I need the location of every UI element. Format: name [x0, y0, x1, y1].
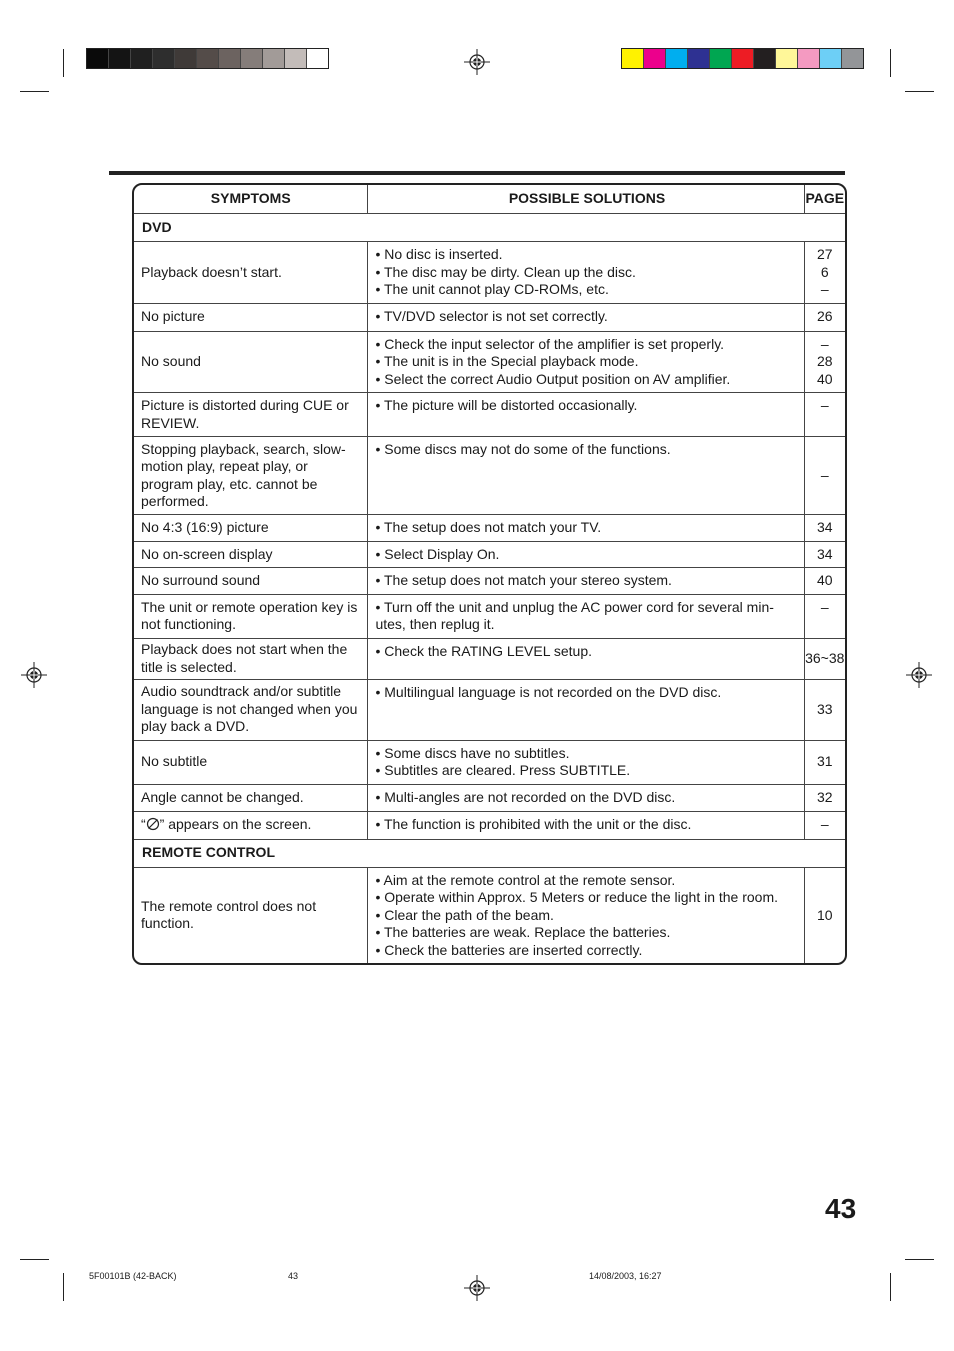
page-cell [804, 784, 845, 811]
table-row [134, 568, 845, 595]
crop-mark [890, 49, 891, 77]
section-title: DVD [134, 214, 845, 242]
solution-line: • Clear the path of the beam. [375, 906, 554, 923]
color-swatch [622, 49, 644, 68]
color-swatch [710, 49, 732, 68]
registration-mark-icon [906, 662, 932, 688]
color-swatch [109, 49, 131, 68]
page-ref: – [820, 466, 829, 483]
solution-line: • Select Display On. [375, 545, 500, 562]
page-ref: – [820, 815, 829, 832]
page-ref: 6 [820, 263, 829, 280]
table-row [134, 303, 845, 331]
page-ref: 26 [816, 307, 833, 324]
table-row [134, 784, 845, 811]
solution-line: • Select the correct Audio Output position on AV amplifier. [375, 370, 731, 387]
solutions-cell [368, 331, 804, 393]
color-swatch [732, 49, 754, 68]
section-row [134, 839, 845, 867]
color-swatch [197, 49, 219, 68]
color-swatch [776, 49, 798, 68]
table-row [134, 541, 845, 568]
solutions-cell [368, 594, 804, 638]
page-cell [804, 331, 845, 393]
solution-line: • The setup does not match your stereo system. [375, 572, 672, 588]
page-cell [804, 740, 845, 784]
page-number: 43 [825, 1193, 857, 1224]
page-ref: 40 [816, 370, 833, 387]
table-row [134, 393, 845, 437]
solutions-cell [368, 393, 804, 437]
color-swatch [87, 49, 109, 68]
symptom-cell: The remote control does not function. [134, 867, 368, 963]
troubleshooting-table [132, 183, 847, 965]
table-body [134, 214, 845, 964]
registration-mark-icon [464, 1275, 490, 1301]
page-cell [804, 679, 845, 740]
color-swatch [131, 49, 153, 68]
table-row [134, 331, 845, 393]
page-ref: 28 [816, 353, 833, 369]
solution-line: • Some discs have no subtitles. [375, 744, 570, 761]
color-swatch [263, 49, 285, 68]
page-ref: – [820, 598, 829, 615]
table-row [134, 679, 845, 740]
solution-line: • Multi-angles are not recorded on the DVD disc. [375, 788, 676, 805]
page-ref: – [820, 335, 829, 352]
header-page: PAGE [804, 185, 845, 214]
crop-mark [20, 1259, 49, 1260]
table-row [134, 594, 845, 638]
symptom-cell: Audio soundtrack and/or subtitle language is not changed when you play back a DVD. [134, 679, 368, 740]
page-cell [804, 594, 845, 638]
solution-line: • Some discs may not do some of the functions. [375, 441, 671, 457]
page-ref: 27 [816, 246, 833, 262]
page-cell [804, 393, 845, 437]
registration-mark-icon [21, 662, 47, 688]
symptom-cell: The unit or remote operation key is not functioning. [134, 594, 368, 638]
solution-line: • Multilingual language is not recorded on the DVD disc. [375, 683, 722, 700]
table-row [134, 242, 845, 304]
crop-mark [63, 49, 64, 77]
symptom-cell: No on-screen display [134, 541, 368, 568]
symptom-cell: Angle cannot be changed. [134, 784, 368, 811]
page-ref: 31 [816, 753, 833, 770]
solution-line: • The unit is in the Special playback mode. [375, 353, 639, 369]
table-row [134, 740, 845, 784]
solution-line: • The setup does not match your TV. [375, 519, 602, 535]
table-row [134, 638, 845, 679]
symptom-suffix: ” appears on the screen. [159, 816, 312, 833]
color-swatch [307, 49, 328, 68]
footer-left: 5F00101B (42-BACK) [89, 1271, 177, 1281]
page-cell [804, 867, 845, 963]
page-ref: 10 [816, 906, 833, 923]
symptom-cell: Stopping playback, search, slow-motion play, repeat play, or program play, etc. cannot be performed. [134, 437, 368, 515]
page-cell [804, 568, 845, 595]
header-symptoms: SYMPTOMS [134, 185, 368, 214]
symptom-prefix: “ [141, 816, 146, 833]
solution-line: • No disc is inserted. [375, 246, 503, 262]
symptom-cell: Playback does not start when the title is selected. [134, 638, 368, 679]
page-ref: 34 [816, 519, 833, 535]
crop-mark [890, 1273, 891, 1301]
table-row [134, 867, 845, 963]
solutions-cell [368, 568, 804, 595]
color-swatch [219, 49, 241, 68]
color-swatch [153, 49, 175, 68]
crop-mark [905, 1259, 934, 1260]
solution-line: • The picture will be distorted occasionally. [375, 397, 638, 413]
solutions-cell [368, 638, 804, 679]
solutions-cell [368, 242, 804, 304]
solution-line: • The unit cannot play CD-ROMs, etc. [375, 281, 609, 297]
page-cell [804, 437, 845, 515]
color-swatch [754, 49, 776, 68]
page-cell [804, 242, 845, 304]
crop-mark [905, 91, 934, 92]
solutions-cell [368, 784, 804, 811]
page-ref: 40 [816, 572, 833, 588]
crop-mark [20, 91, 49, 92]
solution-line: • Check the RATING LEVEL setup. [375, 642, 593, 659]
color-swatch [175, 49, 197, 68]
prohibited-icon [146, 817, 160, 831]
color-swatch [798, 49, 820, 68]
solutions-cell [368, 437, 804, 515]
symptom-cell: Picture is distorted during CUE or REVIEW. [134, 393, 368, 437]
symptom-cell: No surround sound [134, 568, 368, 595]
symptom-cell: No 4:3 (16:9) picture [134, 515, 368, 542]
solution-line: • TV/DVD selector is not set correctly. [375, 307, 608, 324]
page-ref: – [820, 281, 829, 297]
page-cell [804, 638, 845, 679]
color-swatch [241, 49, 263, 68]
solutions-cell [368, 679, 804, 740]
color-swatch [688, 49, 710, 68]
solution-line: • The function is prohibited with the unit or the disc. [375, 815, 692, 832]
page-ref: – [820, 397, 829, 413]
page-cell [804, 515, 845, 542]
color-swatch [644, 49, 666, 68]
solution-line: • Subtitles are cleared. Press SUBTITLE. [375, 762, 631, 778]
solutions-cell [368, 867, 804, 963]
symptom-cell: Playback doesn’t start. [134, 242, 368, 304]
symptom-cell: No sound [134, 331, 368, 393]
solutions-cell [368, 303, 804, 331]
color-swatch-bar [621, 48, 864, 69]
symptom-cell [134, 811, 368, 839]
table-row [134, 811, 845, 839]
section-row [134, 214, 845, 242]
page-ref: 33 [816, 700, 833, 717]
solution-line: • Check the batteries are inserted correctly. [375, 941, 643, 958]
grayscale-swatch-bar [86, 48, 329, 69]
color-swatch [285, 49, 307, 68]
solution-line: • Turn off the unit and unplug the AC power cord for several min-utes, then replug it. [375, 598, 774, 632]
header-solutions: POSSIBLE SOLUTIONS [368, 185, 804, 214]
crop-mark [63, 1273, 64, 1301]
solutions-cell [368, 811, 804, 839]
solution-line: • Operate within Approx. 5 Meters or reduce the light in the room. [375, 889, 779, 905]
symptom-cell: No picture [134, 303, 368, 331]
footer-right: 14/08/2003, 16:27 [589, 1271, 662, 1281]
table-row [134, 437, 845, 515]
color-swatch [820, 49, 842, 68]
page-cell [804, 541, 845, 568]
registration-mark-icon [464, 49, 490, 75]
solutions-cell [368, 740, 804, 784]
header-rule [109, 171, 845, 175]
solutions-cell [368, 515, 804, 542]
symptom-cell: No subtitle [134, 740, 368, 784]
color-swatch [666, 49, 688, 68]
solution-line: • Aim at the remote control at the remote sensor. [375, 871, 676, 888]
solutions-cell [368, 541, 804, 568]
color-swatch [842, 49, 863, 68]
section-title: REMOTE CONTROL [134, 839, 845, 867]
solution-line: • The disc may be dirty. Clean up the disc. [375, 263, 636, 280]
page-ref: 32 [816, 788, 833, 805]
page-ref: 36~38 [805, 649, 845, 666]
page-ref: 34 [816, 545, 833, 562]
footer-middle: 43 [288, 1271, 299, 1281]
solution-line: • Check the input selector of the amplifier is set properly. [375, 335, 725, 352]
page-cell [804, 811, 845, 839]
table-row [134, 515, 845, 542]
page-cell [804, 303, 845, 331]
solution-line: • The batteries are weak. Replace the batteries. [375, 924, 671, 940]
